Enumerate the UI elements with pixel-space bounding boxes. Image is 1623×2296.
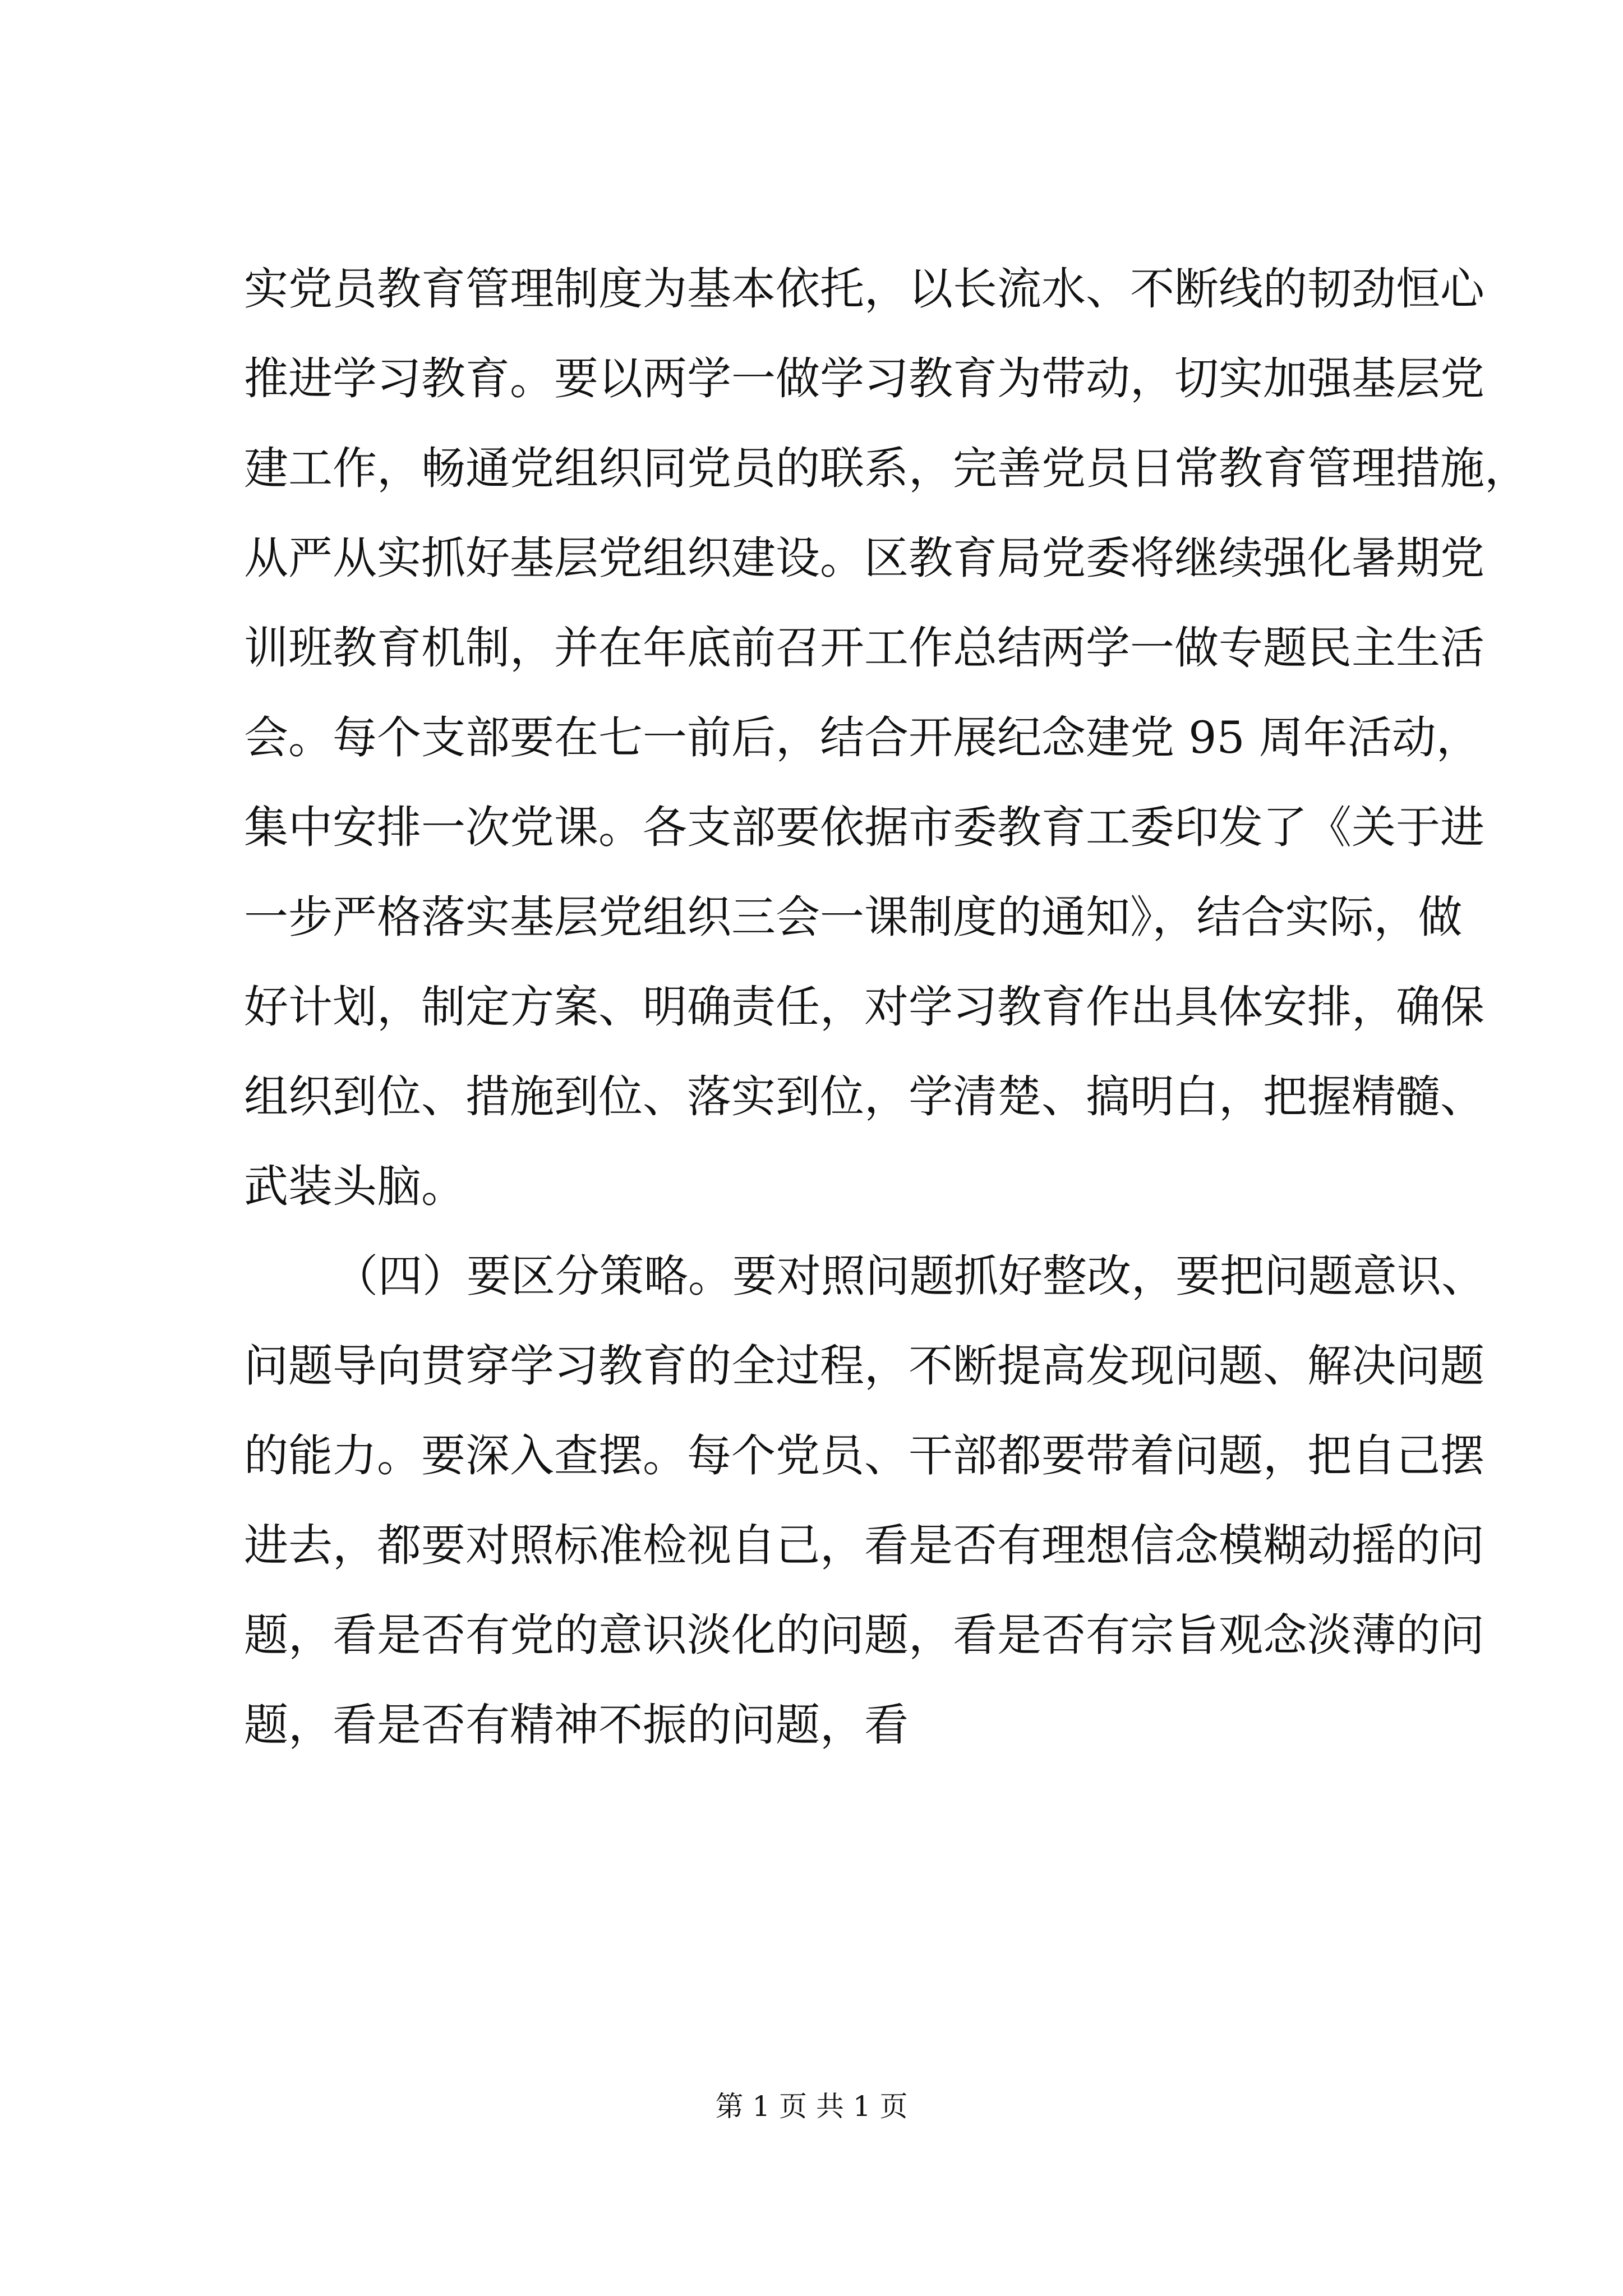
text-line: 题，看是否有精神不振的问题，看 <box>244 1699 909 1751</box>
text-line: 训班教育机制，并在年底前召开工作总结两学一做专题民主生活 <box>244 622 1484 674</box>
text-line: 好计划，制定方案、明确责任，对学习教育作出具体安排，确保 <box>244 981 1484 1033</box>
text-line: 的能力。要深入查摆。每个党员、干部都要带着问题，把自己摆 <box>244 1430 1484 1481</box>
text-line: 进去，都要对照标准检视自己，看是否有理想信念模糊动摇的问 <box>244 1520 1484 1571</box>
text-line: 题，看是否有党的意识淡化的问题，看是否有宗旨观念淡薄的问 <box>244 1609 1484 1661</box>
text-line: 推进学习教育。要以两学一做学习教育为带动，切实加强基层党 <box>244 353 1484 404</box>
text-line: 一步严格落实基层党组织三会一课制度的通知》，结合实际，做 <box>244 891 1463 943</box>
text-line: 问题导向贯穿学习教育的全过程，不断提高发现问题、解决问题 <box>244 1340 1484 1392</box>
text-line: 集中安排一次党课。各支部要依据市委教育工委印发了《关于进 <box>244 802 1484 853</box>
page-number-footer: 第 1 页 共 1 页 <box>715 2090 908 2123</box>
text-line: 建工作，畅通党组织同党员的联系，完善党员日常教育管理措施， <box>244 443 1529 494</box>
text-line: 组织到位、措施到位、落实到位，学清楚、搞明白，把握精髓、 <box>244 1071 1484 1122</box>
text-line: 会。每个支部要在七一前后，结合开展纪念建党 95 周年活动， <box>244 712 1481 763</box>
text-line: 从严从实抓好基层党组织建设。区教育局党委将继续强化暑期党 <box>244 532 1484 584</box>
text-line: 武装头脑。 <box>244 1161 465 1212</box>
paragraph-start-line: （四）要区分策略。要对照问题抓好整改，要把问题意识、 <box>334 1250 1486 1302</box>
text-line: 实党员教育管理制度为基本依托，以长流水、不断线的韧劲恒心 <box>244 263 1484 315</box>
